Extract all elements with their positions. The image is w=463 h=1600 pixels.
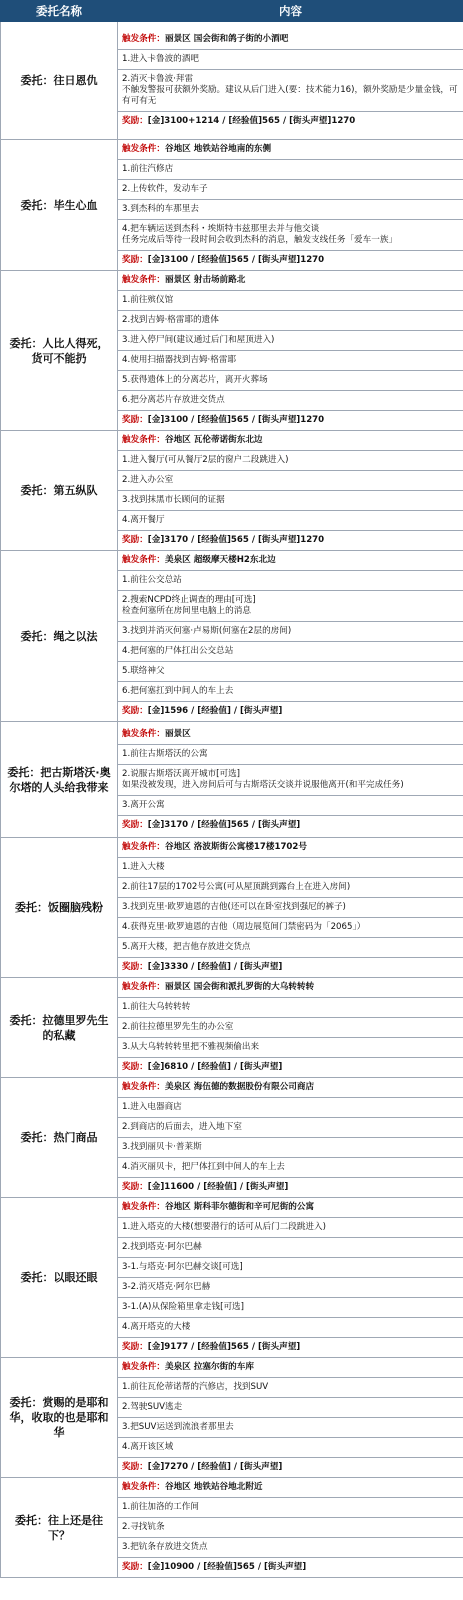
trigger-label: 触发条件： <box>122 435 165 445</box>
reward-line <box>118 1558 463 1577</box>
step-line: 1.进入塔克的大楼(想要潜行的话可从后门二段跳进入) <box>118 1218 463 1238</box>
table-row <box>1 551 463 722</box>
step-line: 4.离开该区域 <box>118 1438 463 1458</box>
reward-value: [金]11600 / [经验值] / [街头声望] <box>147 1182 289 1192</box>
table-row <box>1 431 463 551</box>
trigger-label: 触发条件： <box>122 1082 165 1092</box>
step-line: 3.把SUV运送到流浪者那里去 <box>118 1418 463 1438</box>
commission-name: 委托：往日恩仇 <box>1 22 118 140</box>
commission-name: 委托：把古斯塔沃·奥尔塔的人头给我带来 <box>1 722 118 838</box>
table-row <box>1 1198 463 1358</box>
step-line: 3.到杰科的车那里去 <box>118 200 463 220</box>
trigger-location: 丽景区 国会街和鸽子街的小酒吧 <box>164 34 289 44</box>
trigger-line <box>118 978 463 998</box>
step-line: 1.前往殡仪馆 <box>118 291 463 311</box>
step-line: 2.找到吉姆·格雷耶的遗体 <box>118 311 463 331</box>
step-line: 3-2.消灭塔克·阿尔巴赫 <box>118 1278 463 1298</box>
header-name-column: 委托名称 <box>1 1 118 22</box>
trigger-location: 谷地区 地铁站谷地北附近 <box>164 1482 263 1492</box>
step-line: 2.进入办公室 <box>118 471 463 491</box>
commission-name: 委托：往上还是往下？ <box>1 1478 118 1578</box>
commission-name: 委托：热门商品 <box>1 1078 118 1198</box>
reward-label: 奖励： <box>122 415 148 425</box>
reward-label: 奖励： <box>122 819 148 830</box>
step-line: 5.获得遗体上的分离芯片，离开火葬场 <box>118 371 463 391</box>
step-line: 3.从大乌转转转里把不雅视频偷出来 <box>118 1038 463 1058</box>
step-line: 4.使用扫描器找到吉姆·格雷耶 <box>118 351 463 371</box>
trigger-label: 触发条件： <box>122 728 165 739</box>
step-line: 1.前往大乌转转转 <box>118 998 463 1018</box>
commission-content <box>118 1078 463 1198</box>
reward-label: 奖励： <box>122 1562 148 1572</box>
commission-name: 委托：毕生心血 <box>1 140 118 271</box>
commission-content <box>118 271 463 431</box>
commission-content <box>118 722 463 838</box>
trigger-location: 谷地区 洛波斯街公寓楼17楼1702号 <box>164 842 307 852</box>
table-header-row <box>1 1 463 22</box>
reward-value: [金]3330 / [经验值] / [街头声望] <box>147 962 283 972</box>
table-row <box>1 978 463 1078</box>
commission-content <box>118 1198 463 1358</box>
step-line: 2.消灭卡鲁波·拜雷 不触发警报可获额外奖励。建议从后门进入(要：技术能力16)，额外奖励是少量金钱，可有可有无 <box>118 70 463 112</box>
reward-label: 奖励： <box>122 1062 148 1072</box>
reward-label: 奖励： <box>122 1342 148 1352</box>
table-row <box>1 271 463 431</box>
trigger-location: 谷地区 地铁站谷地南的东侧 <box>164 144 272 154</box>
reward-label: 奖励： <box>122 116 148 126</box>
table-row <box>1 22 463 140</box>
step-line: 1.进入餐厅(可从餐厅2层的窗户二段跳进入) <box>118 451 463 471</box>
step-line: 1.进入电器商店 <box>118 1098 463 1118</box>
reward-value: [金]6810 / [经验值] / [街头声望] <box>147 1062 283 1072</box>
step-line: 2.说服古斯塔沃离开城市[可选] 如果没被发现，进入房间后可与古斯塔沃交谈并说服他离开(和平完成任务) <box>118 765 463 796</box>
trigger-location: 谷地区 瓦伦蒂诺街东北边 <box>164 435 263 445</box>
trigger-location: 谷地区 斯科菲尔德街和辛可尼街的公寓 <box>164 1202 315 1212</box>
commission-content <box>118 431 463 551</box>
step-line: 2.到商店的后面去，进入地下室 <box>118 1118 463 1138</box>
reward-label: 奖励： <box>122 962 148 972</box>
trigger-line <box>118 1078 463 1098</box>
step-line: 1.前往公交总站 <box>118 571 463 591</box>
step-line: 3.把钪条存放进交货点 <box>118 1538 463 1558</box>
step-line: 3.找到克里·欧罗迪恩的吉他(还可以在卧室找到强尼的裤子) <box>118 898 463 918</box>
step-line: 3.进入停尸间(建议通过后门和屋顶进入) <box>118 331 463 351</box>
reward-value: [金]3100+1214 / [经验值]565 / [街头声望]1270 <box>147 116 356 126</box>
step-line: 2.搜索NCPD终止调查的理由[可选] 检查何塞所在房间里电脑上的消息 <box>118 591 463 622</box>
reward-value: [金]7270 / [经验值] / [街头声望] <box>147 1462 283 1472</box>
reward-value: [金]9177 / [经验值]565 / [街头声望] <box>147 1342 301 1352</box>
step-line: 1.进入大楼 <box>118 858 463 878</box>
reward-value: [金]1596 / [经验值] / [街头声望] <box>147 706 283 716</box>
reward-value: [金]3170 / [经验值]565 / [街头声望]1270 <box>147 535 325 545</box>
reward-line <box>118 531 463 550</box>
step-line: 4.获得克里·欧罗迪恩的吉他（周边展览间门禁密码为「2065」） <box>118 918 463 938</box>
trigger-label: 触发条件： <box>122 1362 165 1372</box>
reward-label: 奖励： <box>122 535 148 545</box>
step-line: 1.进入卡鲁波的酒吧 <box>118 50 463 70</box>
table-row <box>1 1358 463 1478</box>
reward-label: 奖励： <box>122 255 148 265</box>
reward-label: 奖励： <box>122 706 148 716</box>
step-line: 4.消灭丽贝卡，把尸体扛到中间人的车上去 <box>118 1158 463 1178</box>
reward-line <box>118 1178 463 1197</box>
table-row <box>1 722 463 838</box>
reward-line <box>118 958 463 977</box>
trigger-location: 美泉区 海伍德的数据股份有限公司商店 <box>164 1082 315 1092</box>
step-line: 3-1.(A)从保险箱里拿走钱[可选] <box>118 1298 463 1318</box>
step-line: 2.上传软件，发动车子 <box>118 180 463 200</box>
trigger-label: 触发条件： <box>122 144 165 154</box>
commission-content <box>118 140 463 271</box>
reward-label: 奖励： <box>122 1462 148 1472</box>
step-line: 3.找到抹黑市长顾问的证据 <box>118 491 463 511</box>
trigger-line <box>118 1358 463 1378</box>
reward-line <box>118 1458 463 1477</box>
trigger-location: 丽景区 射击场前路北 <box>164 275 246 285</box>
step-line: 2.驾驶SUV逃走 <box>118 1398 463 1418</box>
reward-line <box>118 112 463 131</box>
reward-line <box>118 1058 463 1077</box>
step-line: 5.联络神父 <box>118 662 463 682</box>
step-line: 3.找到并消灭何塞·卢易斯(何塞在2层的房间) <box>118 622 463 642</box>
trigger-label: 触发条件： <box>122 34 165 44</box>
trigger-label: 触发条件： <box>122 842 165 852</box>
step-line: 3.离开公寓 <box>118 796 463 816</box>
trigger-location: 美泉区 拉塞尔街的车库 <box>164 1362 254 1372</box>
trigger-line <box>118 551 463 571</box>
step-line: 4.把车辆运送到杰科・埃斯特韦兹那里去并与他交谈 任务完成后等待一段时间会收到杰科的消息，触发支线任务「爱车一族」 <box>118 220 463 251</box>
step-line: 2.寻找钪条 <box>118 1518 463 1538</box>
reward-value: [金]3100 / [经验值]565 / [街头声望]1270 <box>147 255 325 265</box>
trigger-line <box>118 30 463 50</box>
reward-line <box>118 251 463 270</box>
step-line: 6.把何塞扛到中间人的车上去 <box>118 682 463 702</box>
trigger-label: 触发条件： <box>122 1202 165 1212</box>
table-row <box>1 1478 463 1578</box>
step-line: 4.离开塔克的大楼 <box>118 1318 463 1338</box>
step-line: 1.前往汽修店 <box>118 160 463 180</box>
trigger-label: 触发条件： <box>122 982 165 992</box>
commission-content <box>118 978 463 1078</box>
table-row <box>1 838 463 978</box>
step-line: 2.前往拉德里罗先生的办公室 <box>118 1018 463 1038</box>
reward-label: 奖励： <box>122 1182 148 1192</box>
trigger-location: 丽景区 国会街和派扎罗街的大乌转转转 <box>164 982 315 992</box>
reward-value: [金]3100 / [经验值]565 / [街头声望]1270 <box>147 415 325 425</box>
commission-content <box>118 551 463 722</box>
step-line: 3.找到丽贝卡·普莱斯 <box>118 1138 463 1158</box>
step-line: 5.离开大楼，把吉他存放进交货点 <box>118 938 463 958</box>
trigger-line <box>118 838 463 858</box>
commission-name: 委托：赏赐的是耶和华，收取的也是耶和华 <box>1 1358 118 1478</box>
header-content-column: 内容 <box>118 1 463 22</box>
table-body <box>1 22 463 1578</box>
commission-name: 委托：人比人得死，货可不能扔 <box>1 271 118 431</box>
trigger-line <box>118 725 463 745</box>
step-line: 4.把何塞的尸体扛出公交总站 <box>118 642 463 662</box>
reward-value: [金]3170 / [经验值]565 / [街头声望] <box>147 819 301 830</box>
trigger-location: 美泉区 超级摩天楼H2东北边 <box>164 555 276 565</box>
commission-content <box>118 22 463 140</box>
trigger-line <box>118 431 463 451</box>
reward-value: [金]10900 / [经验值]565 / [街头声望] <box>147 1562 307 1572</box>
table-row <box>1 140 463 271</box>
trigger-location: 丽景区 <box>164 728 191 739</box>
step-line: 1.前往加洛的工作间 <box>118 1498 463 1518</box>
trigger-line <box>118 271 463 291</box>
step-line: 2.前往17层的1702号公寓(可从屋顶跳到露台上在进入房间) <box>118 878 463 898</box>
trigger-label: 触发条件： <box>122 1482 165 1492</box>
trigger-line <box>118 140 463 160</box>
reward-line <box>118 411 463 430</box>
commission-content <box>118 838 463 978</box>
table-row <box>1 1078 463 1198</box>
step-line: 3-1.与塔克·阿尔巴赫交谈[可选] <box>118 1258 463 1278</box>
commission-name: 委托：拉德里罗先生的私藏 <box>1 978 118 1078</box>
reward-line <box>118 816 463 835</box>
trigger-line <box>118 1478 463 1498</box>
step-line: 4.离开餐厅 <box>118 511 463 531</box>
step-line: 1.前往古斯塔沃的公寓 <box>118 745 463 765</box>
commission-name: 委托：以眼还眼 <box>1 1198 118 1358</box>
reward-line <box>118 702 463 721</box>
commission-name: 委托：绳之以法 <box>1 551 118 722</box>
commission-name: 委托：饭圈脑残粉 <box>1 838 118 978</box>
commission-name: 委托：第五纵队 <box>1 431 118 551</box>
trigger-line <box>118 1198 463 1218</box>
step-line: 2.找到塔克·阿尔巴赫 <box>118 1238 463 1258</box>
reward-line <box>118 1338 463 1357</box>
step-line: 1.前往瓦伦蒂诺帮的汽修店，找到SUV <box>118 1378 463 1398</box>
commission-content <box>118 1478 463 1578</box>
step-line: 6.把分离芯片存放进交货点 <box>118 391 463 411</box>
trigger-label: 触发条件： <box>122 555 165 565</box>
trigger-label: 触发条件： <box>122 275 165 285</box>
commission-content <box>118 1358 463 1478</box>
